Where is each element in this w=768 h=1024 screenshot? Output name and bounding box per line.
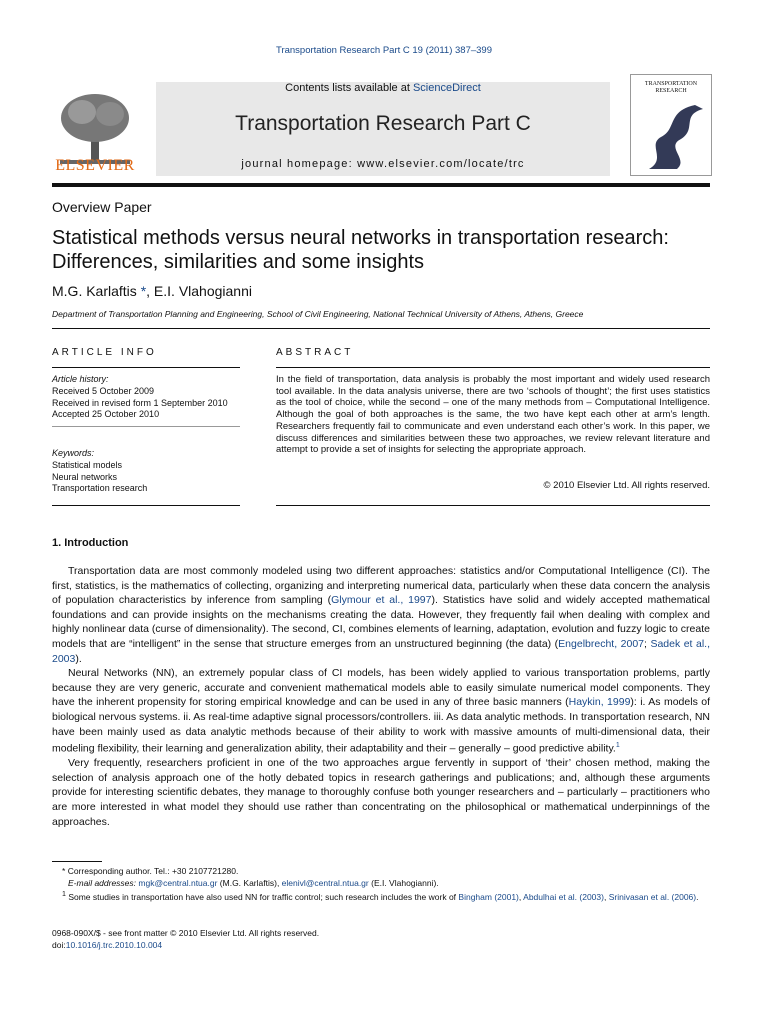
journal-citation[interactable]: Transportation Research Part C 19 (2011) 387–399 xyxy=(276,45,492,56)
article-history xyxy=(52,374,242,421)
fn1-end: . xyxy=(696,891,699,902)
fn1-sep1: , xyxy=(518,891,524,902)
footnote-1 xyxy=(52,889,710,903)
title-line-2: Differences, similarities and some insights xyxy=(52,251,425,273)
keyword-item: Statistical models xyxy=(52,459,123,470)
history-rule xyxy=(52,426,240,427)
doi-prefix: doi: xyxy=(52,939,66,950)
keywords-rule xyxy=(52,505,240,506)
fn1-marker: 1 xyxy=(62,890,66,898)
contents-line xyxy=(156,82,610,94)
cover-title xyxy=(631,81,711,95)
header-rule xyxy=(52,183,710,187)
history-accepted: Accepted 25 October 2010 xyxy=(52,409,160,420)
doi-link[interactable]: 10.1016/j.trc.2010.10.004 xyxy=(65,939,163,950)
author-separator: , xyxy=(146,283,154,299)
article-info-rule xyxy=(52,367,240,368)
paragraph-3: Very frequently, researchers proficient in one of the two approaches argue fervently in support of ‘their’ chosen method, making the selection of analysis approach one of the hotly debated topics in research gatherings and publications; and, although these arguments provide for interesting scientific debates, they manage to thoroughly confuse both younger researchers and – particularly – practitioners who are more interested in what model they should use rather than concentrating on the philosophical or mathematical underpinnings of the approaches. xyxy=(52,757,710,828)
title-line-1: Statistical methods versus neural networks in transportation research: xyxy=(52,227,669,249)
journal-cover-image xyxy=(630,74,712,176)
email-vlahogianni[interactable]: elenivl@central.ntua.gr xyxy=(281,877,369,888)
abstract-rule-bottom xyxy=(276,505,710,506)
ref-sadek[interactable]: Sadek et al., 2003 xyxy=(52,637,710,665)
abstract-rule-top xyxy=(276,367,710,368)
doi-line xyxy=(52,940,319,952)
ref-engelbrecht[interactable]: Engelbrecht, 2007 xyxy=(558,637,644,650)
p2-text-b: ): i. As models of biological nervous systems. ii. As real-time adaptive signal processors/controllers. iii. As data analytic methods. In transportation research, NN have been mainly used as data analytic methods because of their ability to work with massive amounts of multi-dimensional data, their modeling flexibility, their learning and generalization ability, their adaptability and their – generally – good predictive ability. xyxy=(52,696,710,755)
section-type: Overview Paper xyxy=(52,199,152,215)
corr-text: Corresponding author. Tel.: +30 2107721280. xyxy=(67,866,239,876)
authors xyxy=(52,283,252,299)
ref-bingham[interactable]: Bingham (2001) xyxy=(458,891,519,902)
ref-abdulhai[interactable]: Abdulhai et al. (2003) xyxy=(523,891,604,902)
abstract-heading: ABSTRACT xyxy=(276,347,354,358)
ref-haykin[interactable]: Haykin, 1999 xyxy=(568,696,631,709)
author-vlahogianni: E.I. Vlahogianni xyxy=(153,283,252,299)
p1-ref-sep: ; xyxy=(644,637,651,650)
body-text xyxy=(52,564,710,829)
footnote-ref-1[interactable]: 1 xyxy=(615,742,620,750)
cover-title-line2: RESEARCH xyxy=(655,88,687,94)
paragraph-1 xyxy=(52,564,710,666)
journal-homepage[interactable]: journal homepage: www.elsevier.com/locate/trc xyxy=(241,158,525,170)
corresponding-author-note xyxy=(52,866,710,878)
footnote-rule xyxy=(52,861,102,862)
issn-line: 0968-090X/$ - see front matter © 2010 Elsevier Ltd. All rights reserved. xyxy=(52,928,320,938)
history-revised: Received in revised form 1 September 2010 xyxy=(52,397,228,408)
cover-road-graphic xyxy=(637,101,705,171)
email-label: E-mail addresses: xyxy=(68,877,137,888)
journal-name: Transportation Research Part C xyxy=(235,112,531,135)
corr-marker: * xyxy=(62,866,66,876)
fn1-text: Some studies in transportation have also used NN for traffic control; such research includes the work of xyxy=(68,891,459,902)
p1-text-c: ). xyxy=(75,652,82,665)
ref-srinivasan[interactable]: Srinivasan et al. (2006) xyxy=(608,891,697,902)
email-note xyxy=(52,878,710,890)
email1-name: (M.G. Karlaftis), xyxy=(217,877,282,888)
abstract-text: In the field of transportation, data analysis is probably the most important and widely used research tool available. In the data analysis universe, there are two ‘schools of thought’; the first uses statistics as the tool of choice, while the second – one of the many methods from – Computational Intelligence. Although the goal of both approaches is the same, the two have kept each other at arm’s length. Researchers frequently fail to communicate and even understand each other’s work. In this paper, we discuss differences and similarities between these two approaches, we review relevant literature and attempt to provide a set of insights for selecting the appropriate approach. xyxy=(276,374,710,456)
history-received: Received 5 October 2009 xyxy=(52,385,155,396)
affiliation: Department of Transportation Planning and Engineering, School of Civil Engineering, National Technical University of Athens, Athens, Greece xyxy=(52,309,584,319)
keywords-label: Keywords: xyxy=(52,448,95,458)
front-matter-meta xyxy=(52,928,319,951)
sciencedirect-link[interactable]: ScienceDirect xyxy=(412,82,481,94)
p1-text-a: Transportation data are most commonly modeled using two different approaches: statistics and/or Computational Intelligence (CI). The first, statistics, is the mathematics of collecting, organizing and interpreting numerical data, particularly when these data concern the analysis of population characteristics by inference from sampling ( xyxy=(52,565,710,607)
keyword-item: Neural networks xyxy=(52,471,118,482)
cover-title-line1: TRANSPORTATION xyxy=(644,81,698,87)
abstract-copyright: © 2010 Elsevier Ltd. All rights reserved. xyxy=(543,480,710,491)
ref-glymour[interactable]: Glymour et al., 1997 xyxy=(331,594,432,607)
email-karlaftis[interactable]: mgk@central.ntua.gr xyxy=(138,877,218,888)
affiliation-rule xyxy=(52,328,710,329)
section-heading-introduction: 1. Introduction xyxy=(52,537,129,549)
paragraph-2 xyxy=(52,666,710,756)
article-title xyxy=(52,226,712,274)
p2-text-a: Neural Networks (NN), an extremely popular class of CI models, has been widely applied to various transportation problems, partly because they are very generic, accurate and convenient mathematical models able to easily simulate numerical model components. They have the inherent propensity for storing empirical knowledge and can be used in any of three basic manners ( xyxy=(52,667,710,709)
author-karlaftis: M.G. Karlaftis xyxy=(52,283,137,299)
email2-name: (E.I. Vlahogianni). xyxy=(368,877,439,888)
keyword-item: Transportation research xyxy=(52,483,148,494)
elsevier-logo-text: ELSEVIER xyxy=(55,157,135,174)
article-info-heading: ARTICLE INFO xyxy=(52,347,157,358)
p1-text-b: ). Statistics have solid and widely accepted mathematical foundations and can provide insights on the mechanisms creating the data. However, they frequently fail when dealing with complex and highly nonlinear data (curse of dimensionality). The second, CI, combines elements of learning, adaptation, evolution and fuzzy logic to create models that are “intelligent” in the sense that structure emerges from an unstructured beginning (the data) ( xyxy=(52,594,710,650)
footnotes xyxy=(52,866,710,903)
corresponding-author-marker[interactable]: * xyxy=(140,283,147,299)
history-label: Article history: xyxy=(52,374,109,384)
keywords xyxy=(52,448,242,495)
fn1-sep2: , xyxy=(603,891,609,902)
contents-prefix: Contents lists available at xyxy=(285,82,413,94)
